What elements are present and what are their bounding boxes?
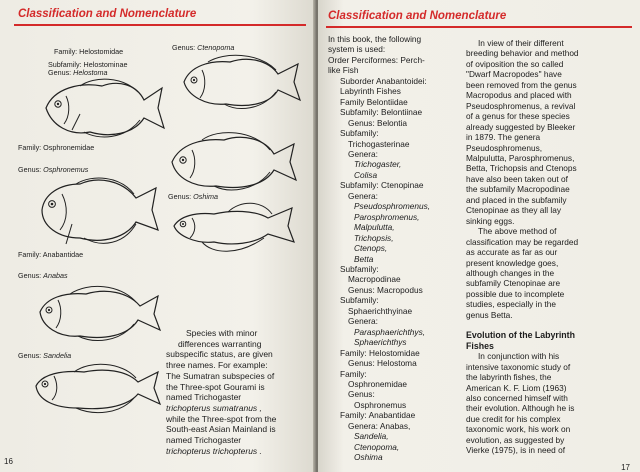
text-line: Osphronemidae: [348, 378, 408, 389]
ctenopoma-fish-illustration: [178, 50, 308, 112]
text-line: like Fish: [328, 65, 359, 76]
text-line: In conjunction with his: [478, 351, 560, 362]
text-line: Genera:: [348, 148, 378, 159]
text-line: In this book, the following: [328, 34, 422, 44]
left-page: [0, 0, 316, 472]
text-line: The Sumatran subspecies of: [166, 370, 275, 381]
text-line: the Three-spot Gourami is: [166, 381, 265, 392]
text-line: taxonomic work, his work on: [466, 424, 571, 435]
text-line: subfamily Ctenopinae are: [466, 278, 561, 289]
label-family-anabantidae: Family: Anabantidae: [18, 250, 84, 259]
text-line: genus Betta.: [466, 309, 513, 320]
label-family-helostomidae: Family: Helostomidae: [54, 47, 124, 56]
text-line: Ctenopoma,: [354, 441, 400, 452]
helostoma-fish-illustration: [40, 74, 170, 142]
text-line: named Trichogaster: [166, 392, 242, 403]
text-line: American K. F. Liom (1963): [466, 382, 567, 393]
text-line: the subfamily Macropodinae: [466, 184, 570, 195]
label-genus-oshima: Genus: Oshima: [168, 192, 218, 201]
text-line: named Trichogaster: [166, 435, 242, 446]
osphronemus-fish-illustration: [36, 172, 164, 250]
text-line: also concerned himself with: [466, 392, 568, 403]
text-line: Subfamily: Ctenopinae: [340, 180, 424, 191]
text-line: Sphaerichthys: [354, 337, 407, 348]
label-genus-osphronemus: Genus: Osphronemus: [18, 165, 89, 174]
text-line: "Dwarf Macropodes" have: [466, 69, 562, 80]
page-number-left: 16: [4, 457, 13, 466]
text-line: Family: Anabantidae: [340, 410, 416, 421]
classification-column: [328, 34, 430, 463]
text-line: Genus:: [348, 389, 375, 400]
text-line: in 1879. The genera: [466, 132, 541, 143]
text-line: Malpulutta,: [354, 222, 395, 233]
left-page-header: Classification and Nomenclature: [18, 8, 197, 20]
text-line: studies, especially in the: [466, 299, 556, 310]
ctenopoma-fish-illustration-2: [166, 128, 302, 194]
text-line: due credit for his complex: [466, 413, 561, 424]
text-line: the labyrinth fishes, the: [466, 372, 552, 383]
text-line: breeding behavior and method: [466, 48, 579, 59]
label-genus-anabas: Genus: Anabas: [18, 271, 68, 280]
text-line: Genus: Helostoma: [348, 358, 417, 369]
anabas-fish-illustration: [34, 280, 166, 346]
text-line: classification may be regarded: [466, 236, 579, 247]
text-line: Genera: Anabas,: [348, 420, 411, 431]
text-line: Subfamily: Belontiinae: [340, 107, 423, 118]
text-column-right: [466, 38, 579, 456]
text-line: Pseudosphromenus,: [354, 201, 431, 212]
text-line: system is used:: [328, 44, 386, 55]
text-line: Suborder Anabantoidei:: [340, 75, 427, 86]
spacer: [466, 320, 579, 330]
text-line: Family:: [340, 368, 367, 379]
text-line: subspecific status, are given: [166, 349, 273, 360]
text-line: Macropodus and placed with: [466, 90, 572, 101]
text-line: Betta: [354, 253, 374, 264]
text-line: already suggested by Bleeker: [466, 121, 576, 132]
text-line: differences warranting: [178, 338, 262, 349]
text-line: Ctenopinae as they all lay: [466, 205, 562, 216]
text-line: as accurate as far as our: [466, 247, 558, 258]
text-line: Subfamily:: [340, 128, 379, 139]
text-line: although changes in the: [466, 267, 555, 278]
text-line: South-east Asian Mainland is: [166, 424, 276, 435]
text-line: Macropodinae: [348, 274, 401, 285]
text-line: of oviposition the so called: [466, 58, 564, 69]
text-line: evolution, as suggested by: [466, 434, 565, 445]
text-line: of a genus for these species: [466, 111, 570, 122]
text-line: Trichogasterinae: [348, 138, 410, 149]
text-line: and placed in the subfamily: [466, 194, 567, 205]
right-page: [318, 0, 640, 472]
section-heading: Evolution of the Labyrinth: [466, 330, 575, 341]
label-genus-ctenopoma: Genus: Ctenopoma: [172, 43, 235, 52]
oshima-fish-illustration: [168, 196, 300, 258]
text-line: Genera:: [348, 316, 378, 327]
paragraph-breeding: [466, 38, 579, 320]
text-line: have also been taken out of: [466, 173, 568, 184]
text-line: Pseudosphromenus,: [466, 142, 543, 153]
text-line: Order Perciformes: Perch-: [328, 54, 425, 65]
text-line: Genus: Belontia: [348, 117, 408, 128]
label-genus-helostoma: Genus: Helostoma: [48, 68, 108, 77]
right-header-rule: [326, 26, 632, 28]
text-line: sinking eggs.: [466, 215, 515, 226]
text-line: their evolution. Although he is: [466, 403, 575, 414]
text-line: Parasphaerichthys,: [354, 326, 426, 337]
text-line: intensive taxonomic study of: [466, 361, 571, 372]
text-line: In view of their different: [478, 38, 564, 48]
text-line: Malpulutta, Parosphromenus,: [466, 152, 575, 163]
text-line: present knowledge goes,: [466, 257, 559, 268]
left-header-rule: [14, 24, 306, 26]
text-line: trichopterus sumatranus ,: [166, 402, 262, 413]
text-line: Pseudosphromenus, a revival: [466, 100, 576, 111]
text-line: The above method of: [478, 226, 557, 237]
text-line: Subfamily:: [340, 295, 379, 306]
text-line: Genera:: [348, 190, 378, 201]
text-line: trichopterus trichopterus .: [166, 445, 262, 456]
text-line: Family Belontiidae: [340, 96, 408, 107]
paragraph-evolution: [466, 351, 579, 456]
label-genus-sandelia: Genus: Sandelia: [18, 351, 72, 360]
label-family-osphronemidae: Family: Osphronemidae: [18, 143, 95, 152]
text-line: while the Three-spot from the: [166, 413, 277, 424]
page-number-right: 17: [621, 463, 630, 472]
section-heading: Fishes: [466, 340, 494, 351]
text-line: Family: Helostomidae: [340, 347, 420, 358]
sandelia-fish-illustration: [30, 358, 170, 418]
text-line: Oshima: [354, 452, 383, 463]
text-line: Genus: Macropodus: [348, 284, 423, 295]
label-subfamily-helostominae: Subfamily: Helostominae: [48, 60, 128, 69]
left-paragraph: [166, 328, 276, 456]
text-line: three names. For example:: [166, 360, 268, 371]
text-line: Species with minor: [186, 328, 258, 338]
text-line: Betta, Trichopsis and Ctenops: [466, 163, 577, 174]
text-line: Sphaerichthyinae: [348, 305, 413, 316]
text-line: Trichopsis,: [354, 232, 394, 243]
text-line: been removed from the genus: [466, 79, 577, 90]
text-line: Sandelia,: [354, 431, 389, 442]
text-line: Vierke (1975), is in need of: [466, 445, 566, 456]
text-line: Ctenops,: [354, 243, 388, 254]
text-line: Colisa: [354, 169, 378, 180]
text-line: Labyrinth Fishes: [340, 86, 401, 97]
text-line: Trichogaster,: [354, 159, 402, 170]
text-line: Osphronemus: [354, 399, 407, 410]
text-line: possible due to incomplete: [466, 288, 565, 299]
text-line: Parosphromenus,: [354, 211, 420, 222]
text-line: Subfamily:: [340, 263, 379, 274]
right-page-header: Classification and Nomenclature: [328, 10, 507, 22]
